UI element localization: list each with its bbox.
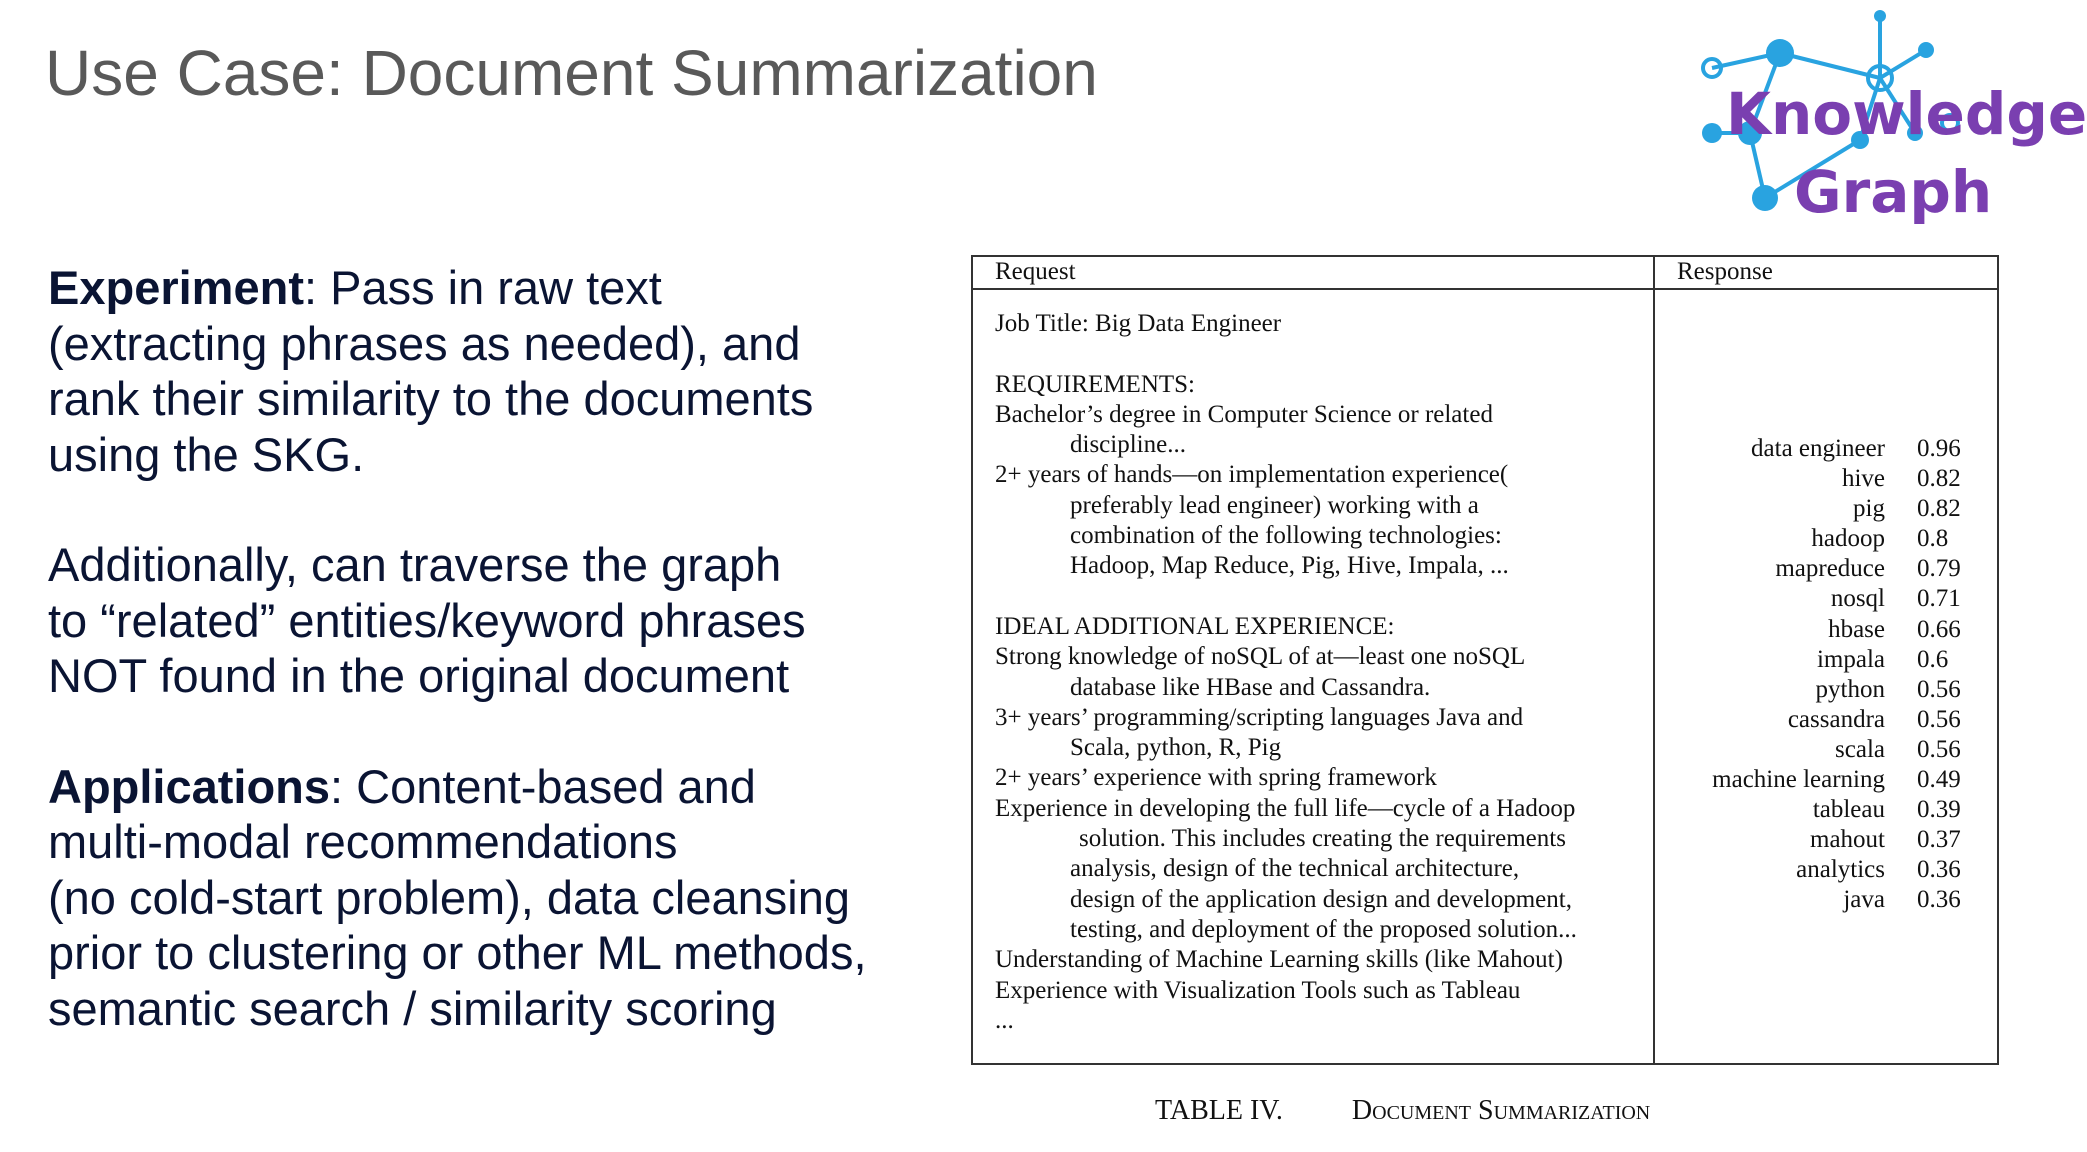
- response-term: machine learning: [1712, 766, 1885, 794]
- request-line: ...: [995, 1006, 1014, 1034]
- response-score: 0.96: [1917, 435, 1961, 462]
- response-score: 0.39: [1917, 796, 1961, 824]
- slide-title: Use Case: Document Summarization: [45, 37, 1098, 109]
- response-score: 0.56: [1917, 675, 1961, 703]
- applications-line: prior to clustering or other ML methods,: [48, 926, 867, 979]
- experiment-line: rank their similarity to the documents: [48, 372, 814, 425]
- request-line: Understanding of Machine Learning skills (like Mahout): [995, 946, 1563, 974]
- experiment-paragraph: [48, 260, 948, 482]
- response-term: python: [1815, 675, 1885, 703]
- response-row: [1663, 825, 1983, 855]
- response-score: 0.8: [1917, 525, 1949, 553]
- request-line: Strong knowledge of noSQL of at—least one noSQL: [995, 643, 1526, 671]
- response-score: 0.66: [1917, 615, 1961, 643]
- request-line: discipline...: [1070, 431, 1186, 459]
- request-cell: [995, 309, 1645, 1036]
- additional-line: Additionally, can traverse the graph: [48, 538, 782, 591]
- request-gap: [995, 339, 1645, 369]
- request-line: solution. This includes creating the requirements: [1079, 825, 1566, 853]
- response-row: [1663, 795, 1983, 825]
- response-score: 0.36: [1917, 886, 1961, 914]
- request-line: analysis, design of the technical architecture,: [1070, 855, 1520, 883]
- experiment-line: (extracting phrases as needed), and: [48, 316, 801, 370]
- applications-line: [48, 759, 948, 815]
- response-term: hadoop: [1811, 525, 1885, 553]
- table-header-request: Request: [995, 258, 1076, 285]
- response-score: 0.56: [1917, 735, 1961, 763]
- response-row: [1663, 885, 1983, 915]
- response-score: 0.71: [1917, 585, 1961, 613]
- experiment-text: : Pass in raw text: [303, 261, 662, 314]
- applications-line: (no cold-start problem), data cleansing: [48, 870, 851, 924]
- applications-line: semantic search / similarity scoring: [48, 981, 777, 1035]
- response-row: [1663, 765, 1983, 795]
- response-term: data engineer: [1751, 435, 1885, 462]
- response-row: [1663, 735, 1983, 765]
- response-row: [1663, 855, 1983, 885]
- request-line: IDEAL ADDITIONAL EXPERIENCE:: [995, 612, 1395, 640]
- response-score: 0.56: [1917, 705, 1961, 733]
- response-score: 0.37: [1917, 826, 1961, 854]
- table-header-response: Response: [1677, 258, 1773, 285]
- response-row: [1663, 464, 1983, 494]
- summarization-table: [971, 255, 1999, 1065]
- request-line: Bachelor’s degree in Computer Science or related: [995, 400, 1493, 428]
- request-line: design of the application design and development,: [1070, 885, 1572, 913]
- response-score: 0.82: [1917, 465, 1961, 493]
- additional-line: NOT found in the original document: [48, 649, 790, 702]
- request-line: combination of the following technologies:: [1070, 522, 1502, 550]
- applications-paragraph: [48, 759, 948, 1037]
- response-term: tableau: [1812, 796, 1885, 824]
- table-column-divider: [1653, 257, 1655, 1063]
- request-line: preferably lead engineer) working with a: [1070, 491, 1479, 519]
- response-score: 0.49: [1917, 766, 1961, 794]
- slide-body-text: [48, 260, 948, 1091]
- applications-line: multi-modal recommendations: [48, 815, 678, 868]
- response-row: [1663, 615, 1983, 645]
- table-caption: [1155, 1095, 1650, 1127]
- logo-word-knowledge: Knowledge: [1726, 80, 2087, 148]
- request-line: 3+ years’ programming/scripting languages Java and: [995, 703, 1524, 731]
- request-line: Job Title: Big Data Engineer: [995, 310, 1282, 337]
- response-row: [1663, 705, 1983, 735]
- response-term: mahout: [1810, 826, 1885, 854]
- request-line: Experience with Visualization Tools such as Tableau: [995, 976, 1521, 1004]
- response-term: java: [1843, 886, 1885, 914]
- additional-line: to “related” entities/keyword phrases: [48, 593, 806, 647]
- request-line: 2+ years of hands—on implementation experience(: [995, 461, 1509, 489]
- additional-paragraph: [48, 537, 948, 704]
- logo-word-graph: Graph: [1794, 158, 1993, 226]
- response-term: mapreduce: [1775, 555, 1885, 583]
- response-term: impala: [1816, 645, 1885, 673]
- request-gap: [995, 582, 1645, 612]
- response-term: pig: [1853, 495, 1885, 523]
- applications-text: : Content-based and: [330, 759, 756, 813]
- response-term: analytics: [1796, 856, 1885, 884]
- applications-label: Applications: [48, 759, 331, 813]
- table-caption-number: TABLE IV.: [1155, 1095, 1283, 1126]
- response-term: cassandra: [1787, 705, 1885, 733]
- response-term: nosql: [1830, 585, 1885, 613]
- response-term: hive: [1841, 465, 1885, 493]
- response-row: [1663, 645, 1983, 675]
- request-line: Hadoop, Map Reduce, Pig, Hive, Impala, ...: [1070, 552, 1509, 580]
- request-line: database like HBase and Cassandra.: [1070, 673, 1431, 701]
- response-row: [1663, 675, 1983, 705]
- response-score: 0.6: [1917, 645, 1949, 673]
- request-line: Experience in developing the full life—cycle of a Hadoop: [995, 794, 1576, 822]
- response-score: 0.79: [1917, 555, 1961, 583]
- table-header-divider: [973, 288, 1997, 290]
- table-caption-title: Document Summarization: [1351, 1095, 1651, 1126]
- experiment-line: [48, 260, 948, 316]
- response-term: hbase: [1828, 615, 1885, 643]
- response-row: [1663, 524, 1983, 554]
- experiment-line: using the SKG.: [48, 427, 365, 481]
- response-row: [1663, 494, 1983, 524]
- response-score: 0.82: [1917, 495, 1961, 523]
- request-line: REQUIREMENTS:: [995, 370, 1195, 398]
- response-row: [1663, 434, 1983, 464]
- response-row: [1663, 554, 1983, 584]
- request-line: testing, and deployment of the proposed solution...: [1070, 915, 1577, 943]
- experiment-label: Experiment: [48, 261, 304, 314]
- request-line: 2+ years’ experience with spring framework: [995, 764, 1437, 792]
- response-row: [1663, 584, 1983, 614]
- request-line: Scala, python, R, Pig: [1070, 734, 1282, 762]
- knowledge-graph-logo: [1690, 8, 2087, 226]
- response-cell: [1663, 434, 1983, 916]
- response-term: scala: [1835, 735, 1885, 763]
- response-score: 0.36: [1917, 856, 1961, 884]
